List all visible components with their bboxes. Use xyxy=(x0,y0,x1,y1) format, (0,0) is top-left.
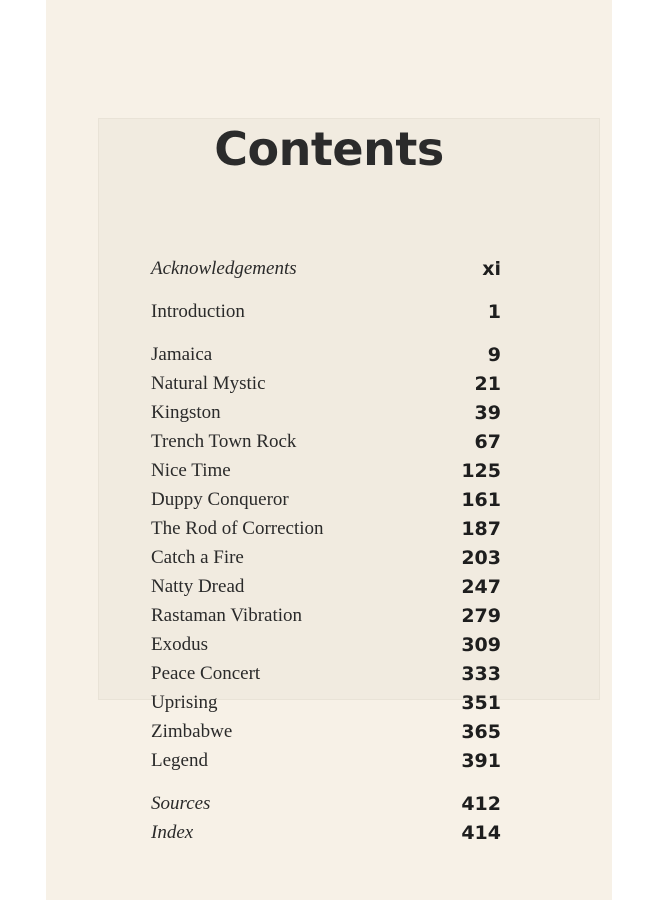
toc-entry-zimbabwe xyxy=(151,717,501,746)
toc-entry-page: 161 xyxy=(461,488,501,511)
toc-entry-page: xi xyxy=(482,257,501,280)
toc-entry-label: Rastaman Vibration xyxy=(151,604,303,626)
toc-entry-label: Legend xyxy=(151,749,208,771)
toc-entry-page: 39 xyxy=(474,401,501,424)
toc-entry-page: 333 xyxy=(461,662,501,685)
toc-entry-page: 21 xyxy=(474,372,501,395)
toc-entry-label: Duppy Conqueror xyxy=(151,488,289,510)
toc-entry-page: 247 xyxy=(461,575,501,598)
toc-entry-rastaman-vibration xyxy=(151,601,501,630)
toc-entry-exodus xyxy=(151,630,501,659)
toc-entry-label: Zimbabwe xyxy=(151,720,233,742)
toc-entry-page: 125 xyxy=(461,459,501,482)
toc-entry-page: 187 xyxy=(461,517,501,540)
toc-entry-acknowledgements xyxy=(151,254,501,283)
toc-entry-label: Kingston xyxy=(151,401,221,423)
toc-entry-label: Index xyxy=(151,821,194,843)
toc-entry-nice-time xyxy=(151,456,501,485)
toc-entry-label: Uprising xyxy=(151,691,218,713)
book-page xyxy=(46,0,612,900)
toc-entry-label: Natural Mystic xyxy=(151,372,266,394)
toc-entry-kingston xyxy=(151,398,501,427)
toc-entry-page: 1 xyxy=(487,300,501,323)
toc-entry-page: 67 xyxy=(474,430,501,453)
toc-entry-label: Sources xyxy=(151,792,211,814)
toc-entry-legend xyxy=(151,746,501,775)
toc-entry-label: Natty Dread xyxy=(151,575,245,597)
toc-entry-label: Jamaica xyxy=(151,343,213,365)
toc-entry-index xyxy=(151,818,501,847)
toc-entry-label: Trench Town Rock xyxy=(151,430,297,452)
page-title: Contents xyxy=(214,122,444,176)
toc-entry-page: 365 xyxy=(461,720,501,743)
toc-entry-page: 412 xyxy=(461,792,501,815)
toc-entry-label: Peace Concert xyxy=(151,662,261,684)
toc-entry-page: 279 xyxy=(461,604,501,627)
toc-entry-uprising xyxy=(151,688,501,717)
toc-entry-page: 9 xyxy=(487,343,501,366)
toc-entry-label: Catch a Fire xyxy=(151,546,244,568)
toc-entry-catch-a-fire xyxy=(151,543,501,572)
toc-entry-peace-concert xyxy=(151,659,501,688)
toc-entry-label: The Rod of Correction xyxy=(151,517,324,539)
toc-entry-introduction xyxy=(151,297,501,326)
toc-entry-label: Exodus xyxy=(151,633,208,655)
toc-entry-page: 351 xyxy=(461,691,501,714)
toc-entry-sources xyxy=(151,789,501,818)
toc-entry-natty-dread xyxy=(151,572,501,601)
toc-entry-trench-town-rock xyxy=(151,427,501,456)
toc-entry-label: Introduction xyxy=(151,300,245,322)
toc-entry-natural-mystic xyxy=(151,369,501,398)
toc-entry-label: Acknowledgements xyxy=(151,257,297,279)
toc-entry-page: 391 xyxy=(461,749,501,772)
toc-entry-page: 203 xyxy=(461,546,501,569)
toc-entry-rod-of-correction xyxy=(151,514,501,543)
toc-entry-page: 309 xyxy=(461,633,501,656)
toc-entry-label: Nice Time xyxy=(151,459,231,481)
toc-entry-duppy-conqueror xyxy=(151,485,501,514)
toc-entry-jamaica xyxy=(151,340,501,369)
toc-entry-page: 414 xyxy=(461,821,501,844)
